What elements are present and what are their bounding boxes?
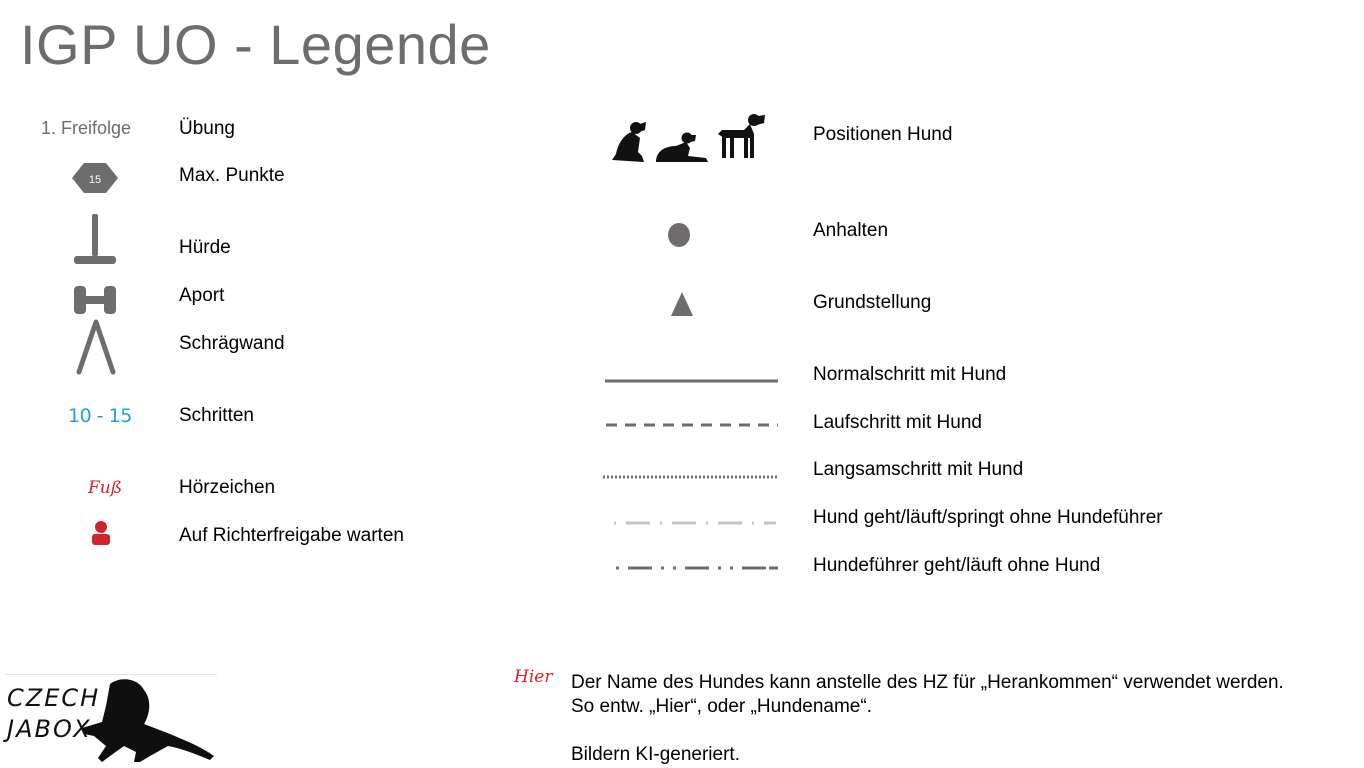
- sitting-dog-icon: [612, 122, 646, 162]
- person-icon: [90, 520, 112, 546]
- legend-label-normalschritt: Normalschritt mit Hund: [813, 364, 1007, 385]
- exercise-label-symbol: 1. Freifolge: [41, 118, 132, 138]
- hurdle-icon: [72, 212, 118, 268]
- legend-label-hoerzeichen: Hörzeichen: [179, 477, 276, 498]
- max-points-badge: [70, 162, 120, 194]
- legend-label-huerde: Hürde: [179, 237, 231, 258]
- legend-label-richterfreigabe: Auf Richterfreigabe warten: [179, 525, 404, 546]
- note-line-2: So entw. „Hier“, oder „Hundename“.: [571, 696, 872, 717]
- legend-label-schraegwand: Schrägwand: [179, 333, 285, 354]
- page-title: IGP UO - Legende: [20, 13, 491, 76]
- logo-line-2: JABOX: [7, 715, 92, 743]
- legend-label-positionen: Positionen Hund: [813, 124, 953, 145]
- legend-label-uebung: Übung: [179, 118, 235, 139]
- note-line-1: Der Name des Hundes kann anstelle des HZ für „Herankommen“ verwendet werden.: [571, 672, 1284, 693]
- dog-positions-icon: [604, 108, 772, 166]
- standing-dog-icon: [718, 114, 765, 158]
- light-dash-dot-line-icon: [610, 514, 780, 522]
- logo: [0, 674, 218, 768]
- max-points-value: 15: [88, 174, 102, 186]
- octagon-icon: [70, 162, 120, 194]
- circle-icon: [667, 223, 691, 247]
- dog-silhouette-icon: [80, 676, 218, 766]
- note-line-3: Bildern KI-generiert.: [571, 744, 740, 765]
- legend-label-langsamschritt: Langsamschritt mit Hund: [813, 459, 1024, 480]
- legend-label-hundefuehrer-ohne: Hundeführer geht/läuft ohne Hund: [813, 555, 1101, 576]
- dumbbell-icon: [72, 285, 118, 315]
- legend-label-anhalten: Anhalten: [813, 220, 889, 241]
- dotted-line-icon: [602, 468, 780, 476]
- legend-label-hund-ohne: Hund geht/läuft/springt ohne Hundeführer: [813, 507, 1163, 528]
- triangle-icon: [669, 290, 695, 318]
- dashed-line-icon: [604, 416, 780, 424]
- legend-label-aport: Aport: [179, 285, 225, 306]
- command-symbol: Fuß: [88, 478, 123, 498]
- dark-dash-dot-line-icon: [612, 559, 780, 567]
- legend-label-grundstellung: Grundstellung: [813, 292, 932, 313]
- lying-dog-icon: [656, 133, 708, 163]
- logo-line-1: CZECH: [7, 684, 101, 712]
- solid-line-icon: [604, 372, 780, 380]
- legend-label-laufschritt: Laufschritt mit Hund: [813, 412, 982, 433]
- hier-symbol: Hier: [514, 667, 553, 687]
- legend-label-max-punkte: Max. Punkte: [179, 165, 285, 186]
- legend-label-schritten: Schritten: [179, 405, 254, 426]
- steps-symbol: 10 - 15: [68, 405, 132, 427]
- a-frame-icon: [72, 318, 120, 376]
- logo-top-rule: [5, 674, 217, 675]
